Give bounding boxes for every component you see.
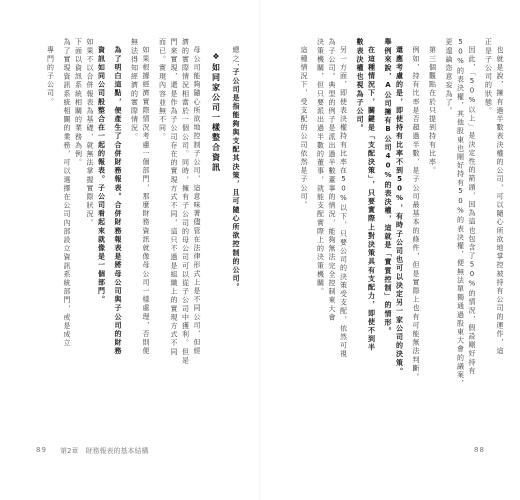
- body-text-line: 為了明白這點，便產生了合併財務報表。合併財務報表是將母公司與子公司的財務: [114, 46, 122, 356]
- body-text-line: 還應考慮的是，即使持有比率不到50%，有時子公司也可以決定另一家公司的決策。: [395, 46, 404, 376]
- body-text-line: 如果不以合併報表為基礎，就無法掌握實際狀況。: [86, 38, 94, 228]
- page-number-right: 88: [474, 446, 485, 454]
- body-text-line: 為子公司。典型的例子是派出過半數董事的情況，能夠無法完全控制東大會: [328, 38, 336, 322]
- body-text-line: 決策機關，但只要派出過半數的董事，就能支配實際上的決策機關。: [316, 38, 325, 296]
- body-text-line: 例如，持有比率是否超過半數，是子公司最基本的條件，但是實際上也有可能無法判斷。: [412, 46, 420, 382]
- body-text-line: 在這種情況下，關鍵是「支配決策」，只要實際上對決策具有支配力，即使不到半: [367, 46, 376, 353]
- body-text-line: 下面以資訊系統相關的業務為例。: [74, 38, 83, 167]
- body-text-line: 這種情況下，受支配的公司依然是子公司。: [300, 46, 308, 210]
- body-text-line: 為了實現資訊系統相關的業務，可以選擇在公司內部設立資訊系統部門，或是成立: [63, 38, 71, 348]
- body-text-line: 資訊如同公司般整合在一起的報表。子公司看起來就像是一個部門。: [97, 46, 106, 304]
- right-page: [260, 0, 520, 500]
- body-text-line: 50%的表決權，其他股東也剛好持有50%的表決權，便無法單獨通過股東大會的議案，: [456, 38, 465, 388]
- body-text-line: 舉例來說，A公司擁有B公司40%的表決權，這就是「實質控制」的情形。: [384, 38, 392, 336]
- summary-emphasis: 子公司是指能夠與支配其決策，且可隨心所欲控制的公司。: [232, 68, 240, 292]
- body-text-line: 專門的子公司。: [46, 46, 55, 107]
- body-text-line: 因此，「50%以上」是決定性的箭頭，因為這也包含了50%的情況，假設剛好持有: [468, 46, 476, 376]
- chapter-label: 第2章 財務報表的基本結構: [60, 447, 149, 455]
- body-text-line: 如果根據經濟實際情況考慮一個部門，那麼財務資訊就像母公司一樣處理，否則便: [142, 46, 150, 356]
- summary-prefix: 總之，: [232, 46, 240, 72]
- body-text-line: 而已。實現內容並無不同。: [158, 38, 167, 142]
- section-heading: ❖如同家公司一樣整合資訊: [211, 52, 221, 173]
- body-text-line: 另一方面，即使表決權持有比率在50%以下，只要公司的決策受支配，依然可視: [339, 46, 348, 359]
- body-text-line: 門來實現，還是作為子公司存在的實現方式不同，這只不過是組織上的實現方式不同: [170, 38, 178, 357]
- body-text-line: 數表決權也視為子公司。: [356, 38, 364, 133]
- body-text-line: 也就是說，擁有過半數表決權的公司，可以隨心所欲地掌控被持有公司的運作，這: [496, 46, 504, 356]
- body-text-line: 更遑論恣意妄為了。: [445, 38, 453, 116]
- body-text-line: 母公司能夠隨心所欲地控制子公司，這意味著儘管在法律形式上是不同公司，但經: [193, 46, 201, 356]
- page-number-left: 89: [36, 446, 47, 454]
- body-text-line: 第三個觀點在於只提到持有比率。: [428, 46, 437, 175]
- body-text-line: 無法得知經濟的實際情況。: [130, 38, 139, 142]
- body-text-line: 正是子公司的狀態。: [484, 38, 493, 116]
- body-text-line: 濟的實際情況相當於一個公司。同時，擁有子公司的母公司可以從子公司中獲利。但是: [181, 38, 190, 365]
